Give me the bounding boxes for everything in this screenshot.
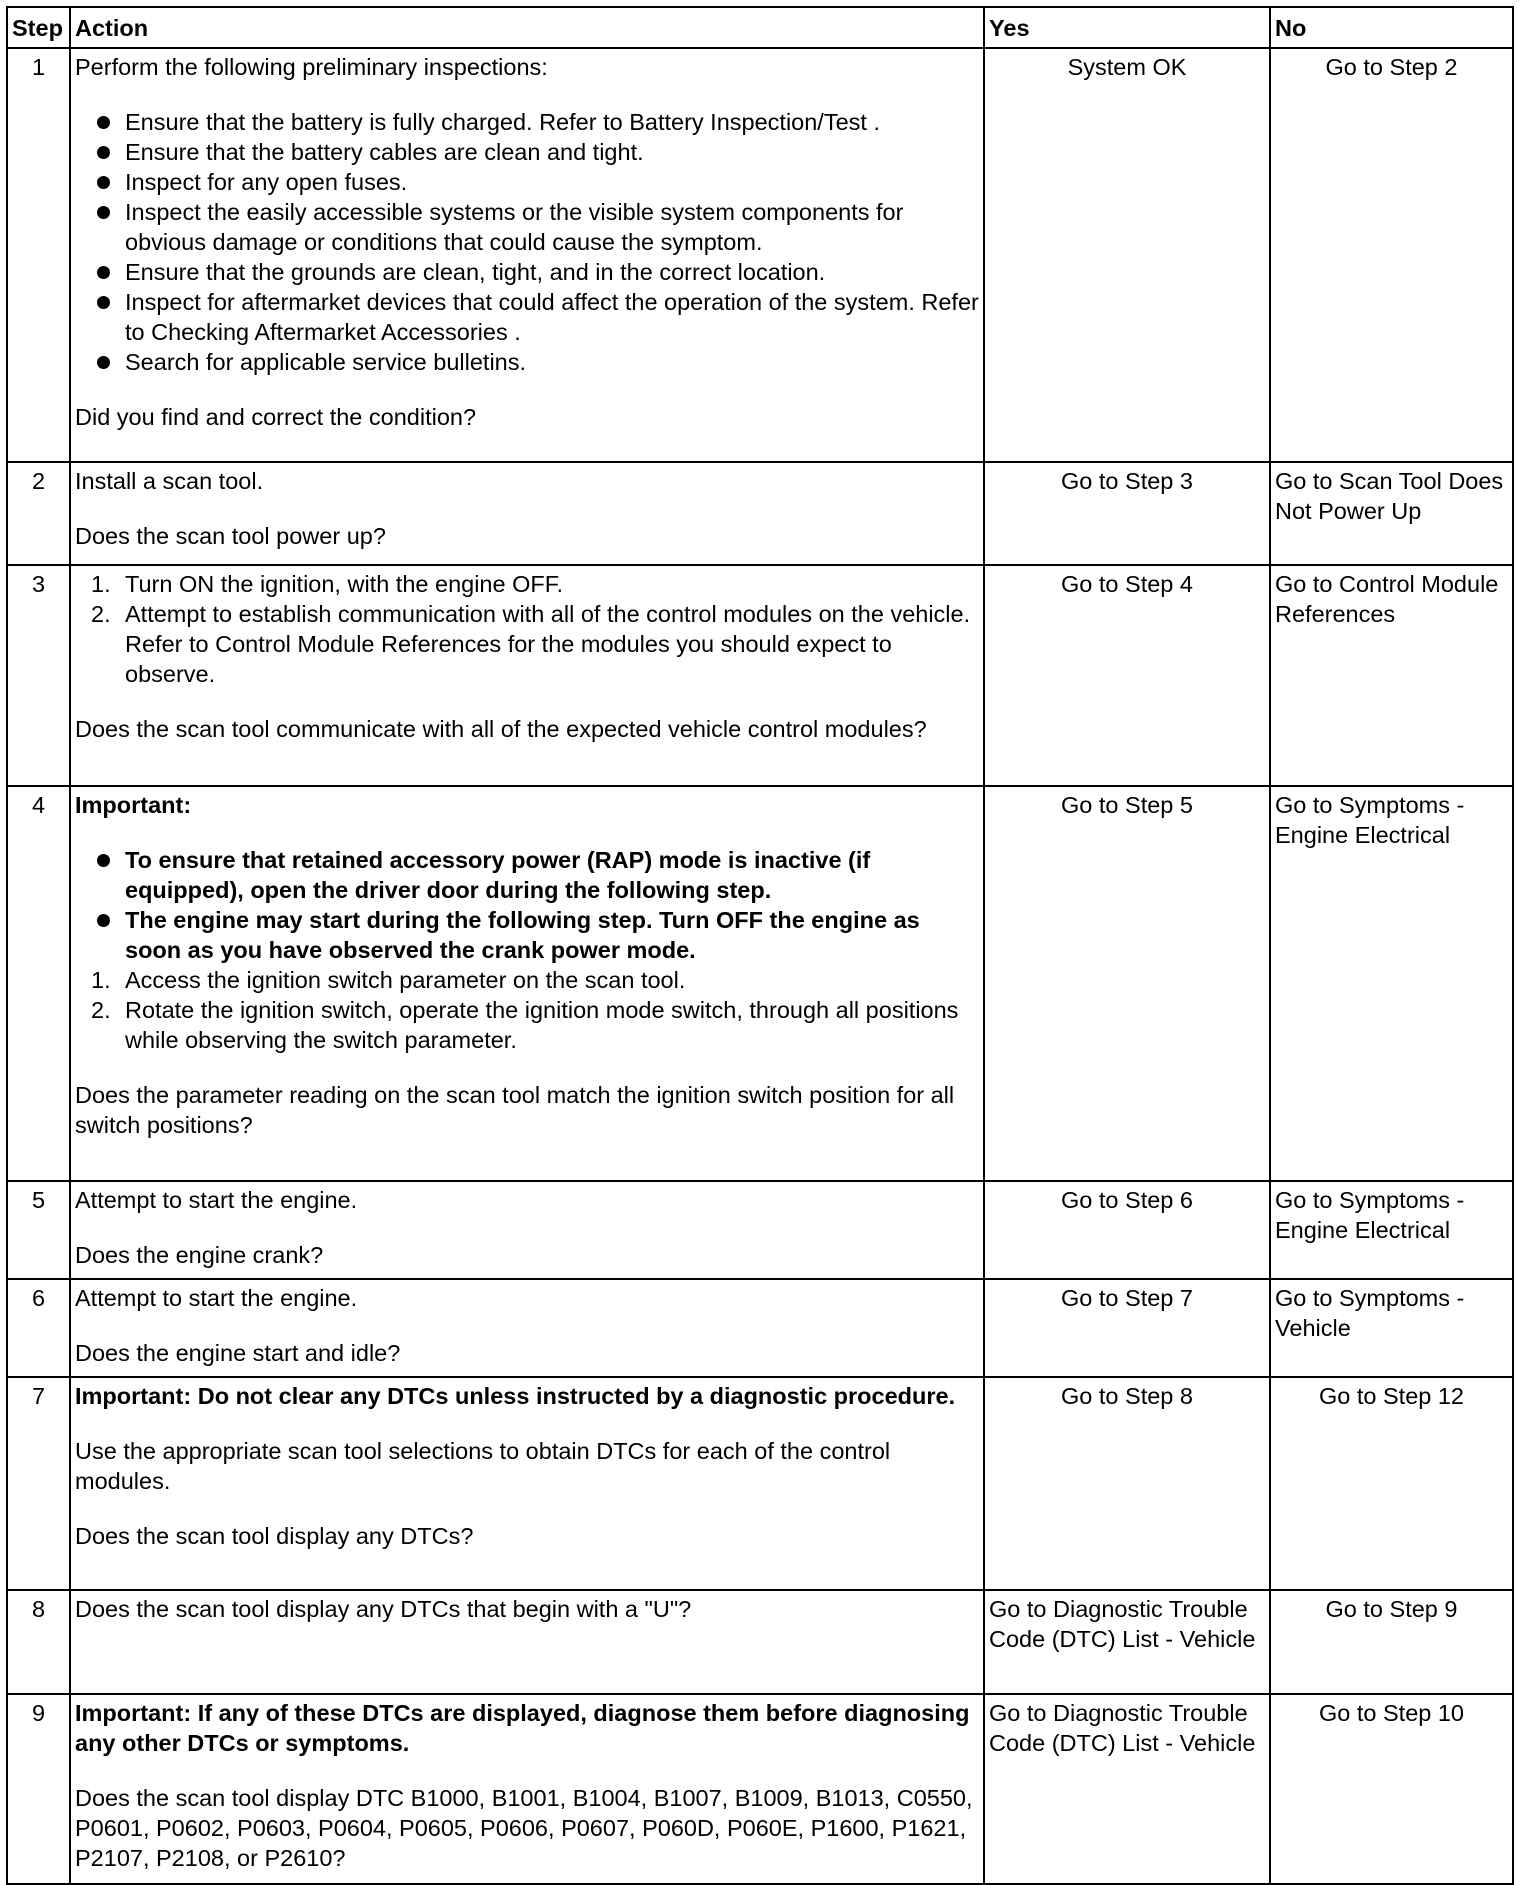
action-question: Does the scan tool display any DTCs that begin with a "U"? [75, 1596, 692, 1622]
table-row [7, 565, 1513, 786]
diagnostic-table [6, 6, 1514, 1885]
list-item: 2. Attempt to establish communication with all of the control modules on the vehicle. Refer to Control Module References for the modules you should expect to observe. [91, 601, 971, 687]
list-item: Search for applicable service bulletins. [75, 347, 979, 377]
step-number: 3 [7, 565, 70, 786]
header-action: Action [70, 7, 984, 48]
no-result: Go to Step 12 [1270, 1377, 1513, 1590]
action-intro: Attempt to start the engine. [75, 1187, 358, 1213]
action-cell [70, 462, 984, 565]
list-item: Inspect for any open fuses. [75, 167, 979, 197]
step-number: 5 [7, 1181, 70, 1279]
table-row [7, 462, 1513, 565]
step-number: 4 [7, 786, 70, 1181]
table-row [7, 1181, 1513, 1279]
header-yes: Yes [984, 7, 1270, 48]
list-item: 1. Access the ignition switch parameter on the scan tool. [91, 967, 686, 993]
no-result: Go to Step 9 [1270, 1590, 1513, 1694]
action-intro: Attempt to start the engine. [75, 1285, 358, 1311]
action-cell [70, 1279, 984, 1377]
numbered-list [75, 965, 979, 1055]
step-number: 7 [7, 1377, 70, 1590]
table-row [7, 48, 1513, 462]
action-cell [70, 565, 984, 786]
yes-result: Go to Step 8 [984, 1377, 1270, 1590]
action-question: Did you find and correct the condition? [75, 404, 477, 430]
no-result: Go to Step 2 [1270, 48, 1513, 462]
action-question: Does the engine start and idle? [75, 1340, 401, 1366]
table-row [7, 786, 1513, 1181]
table-row [7, 1279, 1513, 1377]
action-cell [70, 1590, 984, 1694]
yes-result: System OK [984, 48, 1270, 462]
step-number: 2 [7, 462, 70, 565]
action-question: Does the scan tool power up? [75, 523, 386, 549]
step-number: 8 [7, 1590, 70, 1694]
action-question: Does the scan tool display DTC B1000, B1001, B1004, B1007, B1009, B1013, C0550, P0601, P0602, P0603, P0604, P0605, P0606, P0607, P060D, P060E, P1600, P1621, P2107, P2108, or P2610? [75, 1785, 973, 1871]
action-cell [70, 1694, 984, 1884]
list-item: Inspect the easily accessible systems or the visible system components for obvious damage or conditions that could cause the symptom. [75, 197, 979, 257]
yes-result: Go to Diagnostic Trouble Code (DTC) List - Vehicle [984, 1694, 1270, 1884]
action-cell [70, 1377, 984, 1590]
header-row [7, 7, 1513, 48]
yes-result: Go to Step 7 [984, 1279, 1270, 1377]
important-bullet-list [75, 845, 979, 965]
yes-result: Go to Step 6 [984, 1181, 1270, 1279]
table-row [7, 1377, 1513, 1590]
no-result: Go to Symptoms - Engine Electrical [1270, 786, 1513, 1181]
table-row [7, 1590, 1513, 1694]
action-question: Does the engine crank? [75, 1242, 324, 1268]
yes-result: Go to Step 3 [984, 462, 1270, 565]
list-item: The engine may start during the following step. Turn OFF the engine as soon as you have observed the crank power mode. [75, 905, 979, 965]
no-result: Go to Step 10 [1270, 1694, 1513, 1884]
yes-result: Go to Step 4 [984, 565, 1270, 786]
list-item: Inspect for aftermarket devices that could affect the operation of the system. Refer to Checking Aftermarket Accessories . [75, 287, 979, 347]
action-cell [70, 786, 984, 1181]
no-result: Go to Symptoms - Vehicle [1270, 1279, 1513, 1377]
table-row [7, 1694, 1513, 1884]
list-item: Ensure that the battery is fully charged. Refer to Battery Inspection/Test . [75, 107, 979, 137]
important-heading: Important: [75, 792, 192, 818]
no-result: Go to Symptoms - Engine Electrical [1270, 1181, 1513, 1279]
list-item: Ensure that the battery cables are clean and tight. [75, 137, 979, 167]
header-step: Step [7, 7, 70, 48]
no-result: Go to Scan Tool Does Not Power Up [1270, 462, 1513, 565]
list-item: 1. Turn ON the ignition, with the engine OFF. [91, 571, 564, 597]
list-item: To ensure that retained accessory power (RAP) mode is inactive (if equipped), open the driver door during the following step. [75, 845, 979, 905]
action-cell [70, 48, 984, 462]
step-number: 1 [7, 48, 70, 462]
bullet-list [75, 107, 979, 377]
important-note: Important: Do not clear any DTCs unless instructed by a diagnostic procedure. [75, 1383, 956, 1409]
action-intro: Install a scan tool. [75, 468, 264, 494]
step-number: 6 [7, 1279, 70, 1377]
no-result: Go to Control Module References [1270, 565, 1513, 786]
action-question: Does the scan tool display any DTCs? [75, 1523, 474, 1549]
yes-result: Go to Diagnostic Trouble Code (DTC) List - Vehicle [984, 1590, 1270, 1694]
header-no: No [1270, 7, 1513, 48]
yes-result: Go to Step 5 [984, 786, 1270, 1181]
step-number: 9 [7, 1694, 70, 1884]
list-item: Ensure that the grounds are clean, tight, and in the correct location. [75, 257, 979, 287]
numbered-list [75, 569, 979, 689]
action-intro: Use the appropriate scan tool selections to obtain DTCs for each of the control modules. [75, 1438, 891, 1494]
action-cell [70, 1181, 984, 1279]
action-question: Does the parameter reading on the scan tool match the ignition switch position for all switch positions? [75, 1082, 955, 1138]
action-question: Does the scan tool communicate with all of the expected vehicle control modules? [75, 716, 927, 742]
action-intro: Perform the following preliminary inspections: [75, 54, 548, 80]
important-note: Important: If any of these DTCs are displayed, diagnose them before diagnosing any other DTCs or symptoms. [75, 1700, 970, 1756]
list-item: 2. Rotate the ignition switch, operate the ignition mode switch, through all positions while observing the switch parameter. [91, 997, 959, 1053]
